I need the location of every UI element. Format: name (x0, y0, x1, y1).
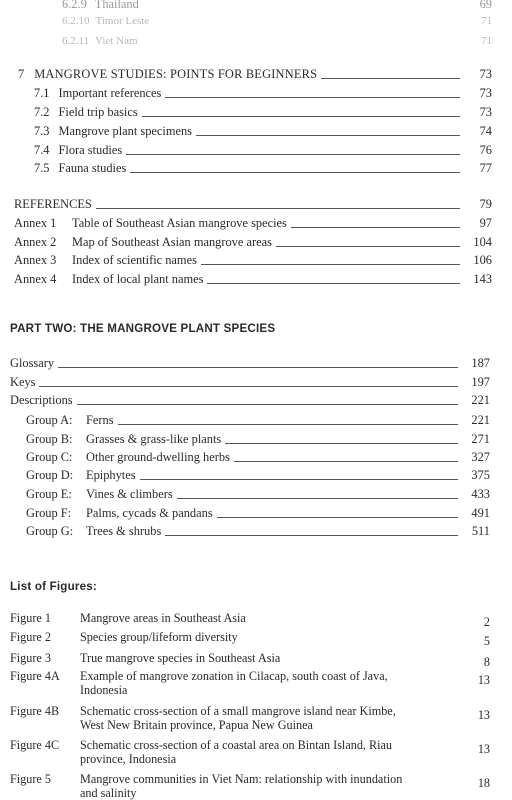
figure-entry (10, 651, 490, 667)
toc-title: Flora studies (58, 143, 123, 157)
figure-label: Figure 4A (10, 669, 60, 683)
dot-leader (217, 517, 458, 518)
toc-number: 7 (18, 67, 25, 81)
dot-leader (165, 535, 458, 536)
figure-entry (10, 704, 490, 734)
toc-number: Group G: (26, 524, 74, 538)
toc-row (34, 86, 492, 100)
figure-page-number: 18 (477, 776, 490, 790)
toc-row (34, 105, 492, 119)
dot-leader (321, 78, 460, 79)
dot-leader (130, 172, 460, 173)
toc-row (10, 356, 490, 370)
figure-entry (10, 611, 490, 627)
toc-row (26, 487, 490, 501)
toc-page-number: 375 (471, 468, 490, 482)
toc-row (34, 143, 492, 157)
toc-title: Thailand (94, 0, 139, 11)
figure-caption: Schematic cross-section of a small mangrove island near Kimbe, West New Britain province, Papua New Guinea (80, 704, 396, 732)
toc-title: Table of Southeast Asian mangrove species (72, 216, 287, 230)
figure-label: Figure 4B (10, 704, 60, 718)
figure-page-number: 5 (483, 634, 490, 648)
toc-title: Trees & shrubs (86, 524, 162, 538)
dot-leader (177, 498, 458, 499)
toc-number: 6.2.9 (62, 0, 87, 11)
dot-leader (291, 227, 460, 228)
toc-row (34, 161, 492, 175)
figure-caption: Schematic cross-section of a coastal area on Bintan Island, Riau province, Indonesia (80, 738, 393, 766)
toc-title: Vines & climbers (86, 487, 173, 501)
toc-row (14, 235, 492, 249)
toc-title: Fauna studies (58, 161, 127, 175)
toc-chapter-row (18, 67, 492, 81)
toc-title: Timor Leste (95, 15, 150, 27)
toc-number: Group D: (26, 468, 74, 482)
toc-page-number: 221 (471, 393, 490, 407)
toc-title: Viet Nam (95, 35, 138, 47)
toc-title: Ferns (86, 413, 114, 427)
toc-page-number: 511 (471, 524, 490, 538)
figure-entry (10, 772, 490, 800)
toc-title: MANGROVE STUDIES: POINTS FOR BEGINNERS (34, 67, 318, 81)
toc-page-number: 73 (479, 86, 492, 100)
figure-page-number: 8 (483, 655, 490, 669)
toc-number: 6.2.11 (62, 35, 90, 47)
toc-number: Group A: (26, 413, 73, 427)
toc-row (26, 450, 490, 464)
dot-leader (118, 424, 458, 425)
figure-entry (10, 630, 490, 646)
figure-page-number: 13 (477, 673, 490, 687)
dot-leader (142, 116, 460, 117)
toc-title: Glossary (10, 356, 55, 370)
toc-title: Mangrove plant specimens (58, 124, 193, 138)
toc-title: Map of Southeast Asian mangrove areas (72, 235, 272, 249)
toc-row (26, 413, 490, 427)
toc-row (10, 393, 490, 407)
toc-number: Group B: (26, 432, 73, 446)
toc-number: Group C: (26, 450, 73, 464)
dot-leader (39, 386, 458, 387)
toc-title: Keys (10, 375, 36, 389)
toc-number: Group E: (26, 487, 72, 501)
toc-page-number: 73 (479, 67, 492, 81)
toc-title: Palms, cycads & pandans (86, 506, 213, 520)
dot-leader (126, 154, 460, 155)
figure-label: Figure 5 (10, 772, 51, 786)
toc-title: Index of local plant names (72, 272, 204, 286)
toc-number: Annex 3 (14, 253, 57, 267)
figures-heading: List of Figures: (10, 580, 97, 593)
figure-label: Figure 3 (10, 651, 51, 665)
figure-page-number: 2 (483, 615, 490, 629)
toc-row (34, 124, 492, 138)
figure-caption: True mangrove species in Southeast Asia (80, 651, 281, 665)
toc-page-number: 77 (479, 161, 492, 175)
dot-leader (77, 404, 458, 405)
figure-label: Figure 4C (10, 738, 60, 752)
toc-number: 7.1 (34, 86, 50, 100)
toc-row (14, 253, 492, 267)
toc-number: Annex 4 (14, 272, 57, 286)
dot-leader (225, 443, 458, 444)
toc-row (10, 375, 490, 389)
toc-page-number: 106 (473, 253, 492, 267)
toc-title: Descriptions (10, 393, 73, 407)
toc-number: 7.4 (34, 143, 50, 157)
toc-number: 7.2 (34, 105, 50, 119)
toc-page-number: 76 (479, 143, 492, 157)
toc-title: Epiphytes (86, 468, 136, 482)
figure-caption: Mangrove areas in Southeast Asia (80, 611, 246, 625)
toc-page-number: 271 (471, 432, 490, 446)
dot-leader (234, 461, 458, 462)
toc-page-number: 143 (473, 272, 492, 286)
figure-caption: Example of mangrove zonation in Cilacap, south coast of Java, Indonesia (80, 669, 388, 697)
toc-row (14, 216, 492, 230)
dot-leader (201, 264, 460, 265)
toc-title: Field trip basics (58, 105, 138, 119)
dot-leader (140, 479, 458, 480)
figure-page-number: 13 (477, 708, 490, 722)
dot-leader (96, 208, 460, 209)
toc-number: 6.2.10 (62, 15, 90, 27)
toc-row (26, 506, 490, 520)
toc-page-number: 79 (479, 197, 492, 211)
toc-number: 7.3 (34, 124, 50, 138)
toc-row (26, 468, 490, 482)
toc-page-number: 104 (473, 235, 492, 249)
toc-page-number: 71 (481, 15, 492, 27)
figure-page-number: 13 (477, 742, 490, 756)
figure-caption: Species group/lifeform diversity (80, 630, 238, 644)
dot-leader (58, 367, 458, 368)
toc-page-number: 491 (471, 506, 490, 520)
dot-leader (165, 97, 460, 98)
toc-title: Important references (58, 86, 162, 100)
toc-row (26, 432, 490, 446)
toc-page-number: 73 (479, 105, 492, 119)
toc-page-number: 71 (481, 35, 492, 47)
toc-title: Grasses & grass-like plants (86, 432, 222, 446)
toc-number: Annex 2 (14, 235, 57, 249)
toc-page-number: 433 (471, 487, 490, 501)
toc-page-number: 97 (479, 216, 492, 230)
toc-number: Group F: (26, 506, 72, 520)
figure-caption: Mangrove communities in Viet Nam: relationship with inundation and salinity (80, 772, 403, 800)
figure-label: Figure 2 (10, 630, 51, 644)
dot-leader (276, 246, 460, 247)
toc-row (62, 14, 492, 28)
figure-entry (10, 669, 490, 699)
toc-row (62, 0, 492, 11)
toc-page-number: 69 (479, 0, 492, 11)
section-heading: PART TWO: THE MANGROVE PLANT SPECIES (10, 322, 276, 335)
figure-entry (10, 738, 490, 768)
toc-page-number: 221 (471, 413, 490, 427)
toc-row (26, 524, 490, 538)
figure-label: Figure 1 (10, 611, 51, 625)
toc-page-number: 74 (479, 124, 492, 138)
dot-leader (207, 283, 460, 284)
toc-title: REFERENCES (14, 197, 92, 211)
toc-chapter-row (14, 197, 492, 211)
toc-number: Annex 1 (14, 216, 57, 230)
toc-row (14, 272, 492, 286)
toc-row (62, 34, 492, 48)
dot-leader (196, 135, 460, 136)
toc-title: Index of scientific names (72, 253, 197, 267)
toc-page-number: 197 (471, 375, 490, 389)
toc-title: Other ground-dwelling herbs (86, 450, 230, 464)
toc-page-number: 187 (471, 356, 490, 370)
toc-page-number: 327 (471, 450, 490, 464)
toc-number: 7.5 (34, 161, 50, 175)
